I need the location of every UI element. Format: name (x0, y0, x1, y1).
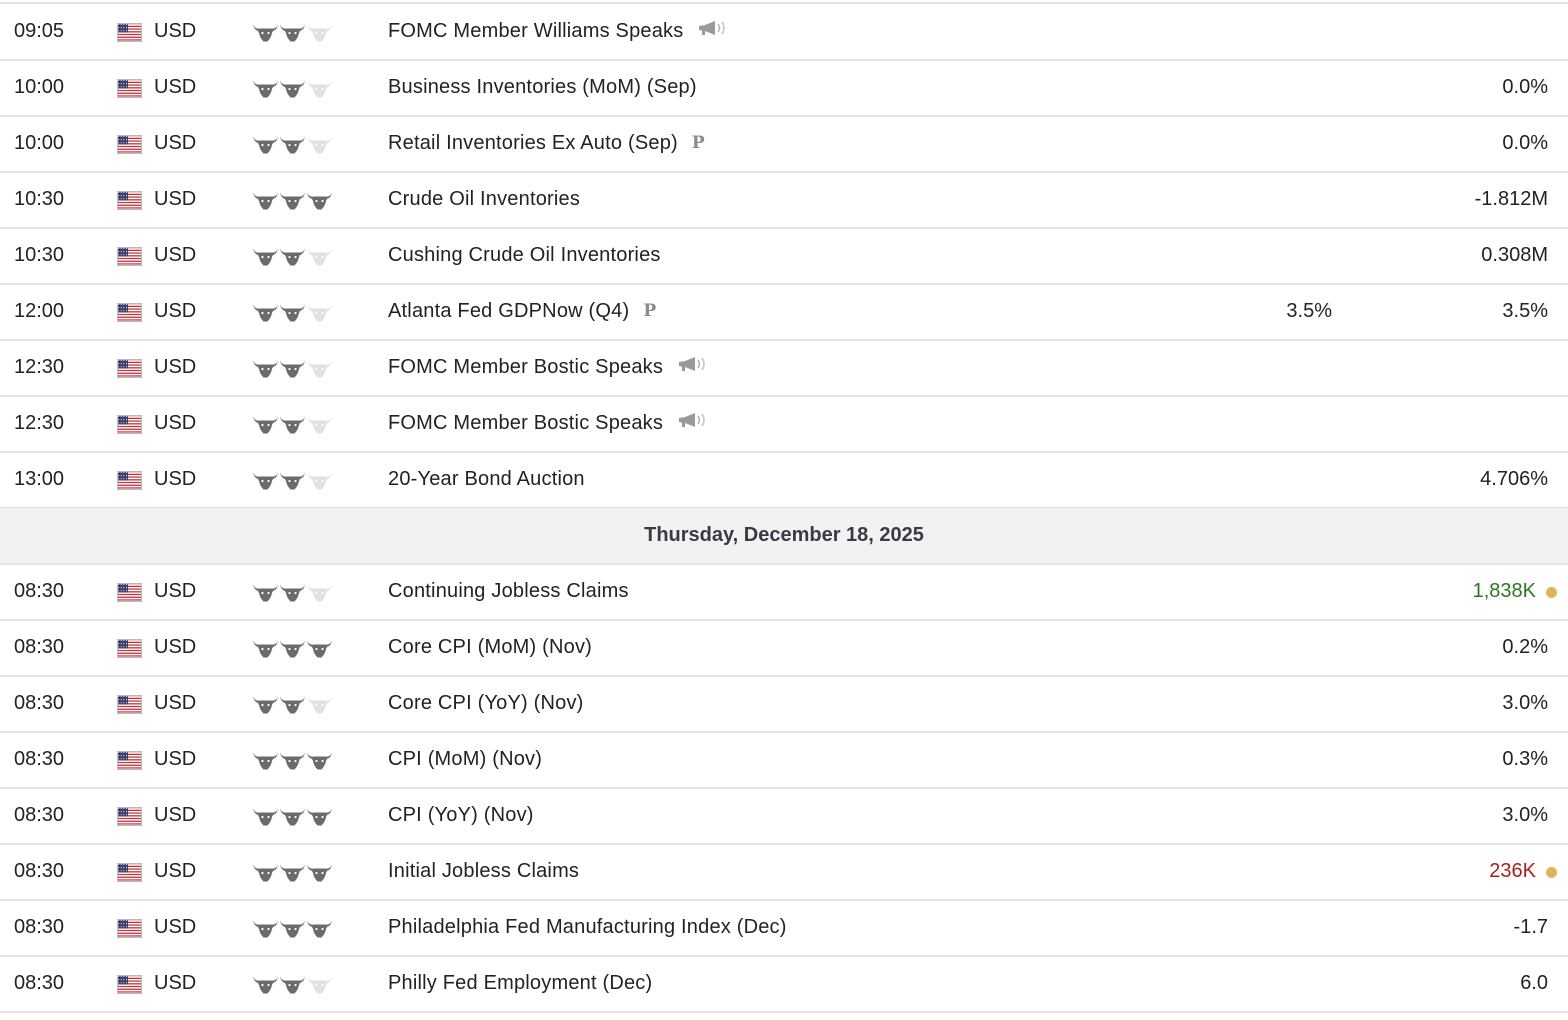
event-row[interactable] (0, 564, 1568, 621)
bull-icon (279, 810, 306, 832)
event-currency: USD (154, 300, 197, 322)
preliminary-icon: P (691, 133, 705, 154)
us-flag-icon (117, 863, 142, 882)
event-name[interactable] (388, 4, 729, 59)
importance-rating (252, 469, 333, 491)
us-flag-icon (117, 23, 142, 42)
event-name-text[interactable]: Philadelphia Fed Manufacturing Index (Dec) (388, 916, 787, 938)
event-time: 12:30 (14, 356, 65, 378)
event-row[interactable] (0, 452, 1568, 509)
event-currency: USD (154, 860, 197, 882)
us-flag-icon (117, 471, 142, 490)
importance-rating (252, 805, 333, 827)
event-name[interactable] (388, 452, 585, 507)
event-name[interactable] (388, 340, 709, 395)
bull-icon (279, 418, 306, 440)
event-name-text[interactable]: Business Inventories (MoM) (Sep) (388, 76, 697, 98)
bull-icon (306, 810, 333, 832)
bull-icon (252, 138, 279, 160)
bull-icon (279, 922, 306, 944)
us-flag-icon (117, 919, 142, 938)
event-time: 10:30 (14, 188, 65, 210)
event-name[interactable] (388, 844, 579, 899)
bull-icon (252, 26, 279, 48)
event-row[interactable] (0, 900, 1568, 957)
event-name-text[interactable]: CPI (MoM) (Nov) (388, 748, 543, 770)
importance-rating (252, 637, 333, 659)
event-currency: USD (154, 580, 197, 602)
bull-icon (279, 250, 306, 272)
bull-icon (252, 474, 279, 496)
bull-icon (279, 138, 306, 160)
us-flag-icon (117, 583, 142, 602)
bull-icon (252, 362, 279, 384)
event-currency: USD (154, 916, 197, 938)
event-name[interactable] (388, 116, 705, 171)
event-time: 13:00 (14, 468, 65, 490)
bull-icon (306, 138, 333, 160)
us-flag-icon (117, 807, 142, 826)
importance-rating (252, 21, 333, 43)
event-row[interactable] (0, 228, 1568, 285)
event-time: 08:30 (14, 692, 65, 714)
event-row[interactable] (0, 732, 1568, 789)
event-time: 08:30 (14, 748, 65, 770)
event-row[interactable] (0, 60, 1568, 117)
bull-icon (279, 26, 306, 48)
event-currency: USD (154, 412, 197, 434)
event-row[interactable] (0, 284, 1568, 341)
importance-rating (252, 917, 333, 939)
event-name-text[interactable]: Atlanta Fed GDPNow (Q4) (388, 300, 630, 322)
event-name[interactable] (388, 676, 584, 731)
bull-icon (279, 82, 306, 104)
event-name[interactable] (388, 956, 652, 1011)
importance-rating (252, 581, 333, 603)
event-name-text[interactable]: Crude Oil Inventories (388, 188, 581, 210)
importance-rating (252, 413, 333, 435)
bull-icon (252, 810, 279, 832)
us-flag-icon (117, 247, 142, 266)
bull-icon (252, 306, 279, 328)
speech-icon (677, 340, 709, 395)
event-previous: 6.0 (1520, 972, 1548, 994)
event-previous: -1.812M (1474, 188, 1548, 210)
event-currency: USD (154, 636, 197, 658)
event-previous: 3.0% (1502, 804, 1548, 826)
event-row[interactable] (0, 116, 1568, 173)
event-name[interactable] (388, 788, 534, 843)
bull-icon (306, 866, 333, 888)
us-flag-icon (117, 359, 142, 378)
importance-rating (252, 301, 333, 323)
event-name-text[interactable]: Cushing Crude Oil Inventories (388, 244, 661, 266)
speech-icon (677, 396, 709, 451)
us-flag-icon (117, 751, 142, 770)
event-name-text[interactable]: Continuing Jobless Claims (388, 580, 629, 602)
event-time: 08:30 (14, 636, 65, 658)
event-row[interactable] (0, 396, 1568, 453)
bull-icon (306, 82, 333, 104)
date-header-row: Thursday, December 18, 2025 (0, 508, 1568, 565)
revised-indicator-icon (1546, 867, 1557, 878)
bull-icon (252, 250, 279, 272)
event-currency: USD (154, 20, 197, 42)
bull-icon (252, 418, 279, 440)
event-name-text[interactable]: Core CPI (MoM) (Nov) (388, 636, 593, 658)
event-currency: USD (154, 804, 197, 826)
event-name-text[interactable]: FOMC Member Bostic Speaks (388, 356, 664, 378)
event-name[interactable] (388, 732, 542, 787)
event-currency: USD (154, 692, 197, 714)
event-time: 12:30 (14, 412, 65, 434)
importance-rating (252, 245, 333, 267)
event-row[interactable] (0, 844, 1568, 901)
event-name-text[interactable]: CPI (YoY) (Nov) (388, 804, 534, 826)
event-time: 10:30 (14, 244, 65, 266)
event-currency: USD (154, 356, 197, 378)
importance-rating (252, 749, 333, 771)
event-row[interactable] (0, 172, 1568, 229)
event-currency: USD (154, 244, 197, 266)
event-name[interactable] (388, 284, 656, 339)
bull-icon (279, 866, 306, 888)
importance-rating (252, 861, 333, 883)
bull-icon (306, 922, 333, 944)
event-time: 08:30 (14, 804, 65, 826)
bull-icon (279, 698, 306, 720)
event-row[interactable] (0, 2, 1568, 61)
us-flag-icon (117, 975, 142, 994)
event-row[interactable] (0, 956, 1568, 1013)
bull-icon (306, 698, 333, 720)
us-flag-icon (117, 79, 142, 98)
event-previous: 4.706% (1480, 468, 1548, 490)
event-previous: 0.0% (1502, 132, 1548, 154)
bull-icon (279, 978, 306, 1000)
us-flag-icon (117, 135, 142, 154)
bull-icon (306, 474, 333, 496)
event-previous: 3.5% (1502, 300, 1548, 322)
event-currency: USD (154, 972, 197, 994)
event-name[interactable] (388, 396, 709, 451)
bull-icon (279, 754, 306, 776)
bull-icon (252, 82, 279, 104)
event-row[interactable] (0, 788, 1568, 845)
event-previous: 1,838K (1472, 580, 1536, 602)
importance-rating (252, 189, 333, 211)
event-previous: 236K (1489, 860, 1536, 882)
event-name-text[interactable]: FOMC Member Bostic Speaks (388, 412, 664, 434)
event-row[interactable] (0, 620, 1568, 677)
event-previous: 0.308M (1481, 244, 1548, 266)
us-flag-icon (117, 191, 142, 210)
bull-icon (252, 866, 279, 888)
us-flag-icon (117, 303, 142, 322)
importance-rating (252, 973, 333, 995)
bull-icon (252, 698, 279, 720)
event-previous: 3.0% (1502, 692, 1548, 714)
bull-icon (252, 978, 279, 1000)
event-time: 08:30 (14, 972, 65, 994)
event-previous: 0.0% (1502, 76, 1548, 98)
event-previous: 0.3% (1502, 748, 1548, 770)
importance-rating (252, 357, 333, 379)
event-name-text[interactable]: Initial Jobless Claims (388, 860, 580, 882)
bull-icon (252, 586, 279, 608)
event-time: 08:30 (14, 860, 65, 882)
bull-icon (306, 306, 333, 328)
event-name[interactable] (388, 228, 661, 283)
event-time: 10:00 (14, 76, 65, 98)
bull-icon (306, 418, 333, 440)
bull-icon (252, 194, 279, 216)
event-time: 09:05 (14, 20, 65, 42)
bull-icon (306, 26, 333, 48)
bull-icon (306, 362, 333, 384)
event-name[interactable] (388, 60, 697, 115)
bull-icon (306, 250, 333, 272)
revised-indicator-icon (1546, 587, 1557, 598)
bull-icon (306, 642, 333, 664)
bull-icon (279, 586, 306, 608)
event-currency: USD (154, 748, 197, 770)
event-name[interactable] (388, 900, 787, 955)
event-currency: USD (154, 76, 197, 98)
bull-icon (306, 586, 333, 608)
event-row[interactable] (0, 676, 1568, 733)
bull-icon (306, 754, 333, 776)
event-name-text[interactable]: FOMC Member Williams Speaks (388, 20, 684, 42)
bull-icon (306, 978, 333, 1000)
event-currency: USD (154, 132, 197, 154)
preliminary-icon: P (643, 301, 657, 322)
bull-icon (279, 194, 306, 216)
importance-rating (252, 693, 333, 715)
event-previous: -1.7 (1513, 916, 1548, 938)
us-flag-icon (117, 695, 142, 714)
bull-icon (279, 362, 306, 384)
speech-icon (697, 4, 729, 59)
bull-icon (252, 754, 279, 776)
event-currency: USD (154, 188, 197, 210)
event-name[interactable] (388, 564, 629, 619)
event-name[interactable] (388, 172, 580, 227)
bull-icon (279, 306, 306, 328)
event-time: 08:30 (14, 916, 65, 938)
event-time: 12:00 (14, 300, 65, 322)
bull-icon (252, 922, 279, 944)
event-time: 08:30 (14, 580, 65, 602)
us-flag-icon (117, 639, 142, 658)
event-name[interactable] (388, 620, 592, 675)
importance-rating (252, 133, 333, 155)
bull-icon (279, 642, 306, 664)
event-row[interactable] (0, 340, 1568, 397)
event-previous: 0.2% (1502, 636, 1548, 658)
importance-rating (252, 77, 333, 99)
event-name-text[interactable]: 20-Year Bond Auction (388, 468, 585, 490)
event-name-text[interactable]: Core CPI (YoY) (Nov) (388, 692, 584, 714)
us-flag-icon (117, 415, 142, 434)
event-forecast: 3.5% (1286, 300, 1332, 322)
bull-icon (252, 642, 279, 664)
bull-icon (279, 474, 306, 496)
event-currency: USD (154, 468, 197, 490)
event-name-text[interactable]: Philly Fed Employment (Dec) (388, 972, 653, 994)
event-time: 10:00 (14, 132, 65, 154)
event-name-text[interactable]: Retail Inventories Ex Auto (Sep) (388, 132, 678, 154)
bull-icon (306, 194, 333, 216)
